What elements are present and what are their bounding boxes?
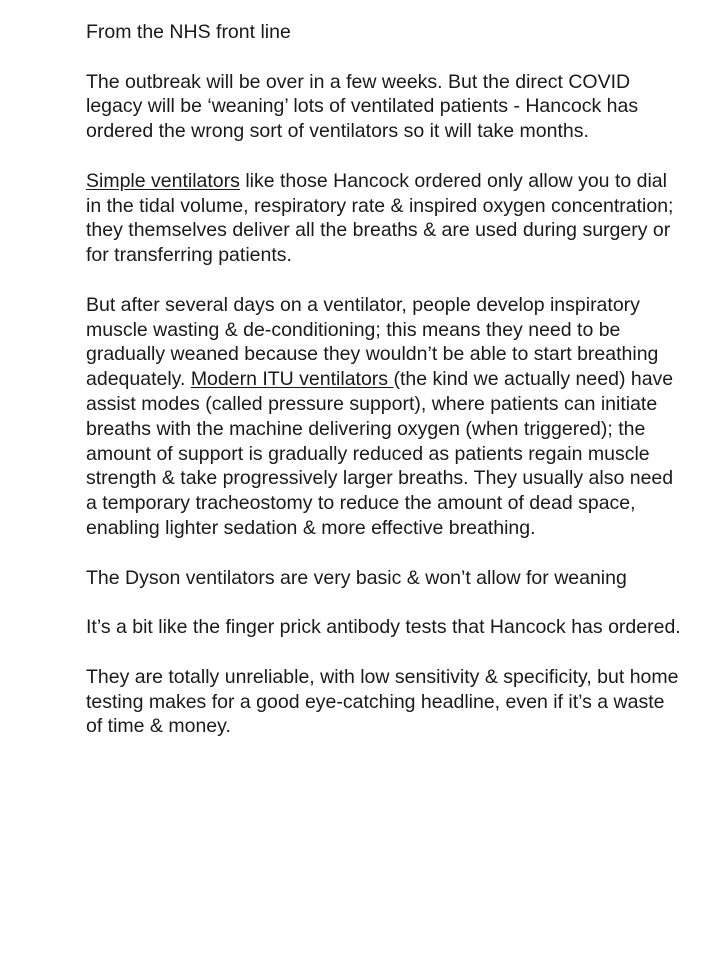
weaning-text-before: But after several days on a ventilator, people develop inspiratory muscle wasting & de-conditioning; this means they need to be gradually weaned because they wouldn’t be able to start breathing adequately. <box>86 293 659 391</box>
document-title: From the NHS front line <box>86 21 291 43</box>
simple-ventilators-text: like those Hancock ordered only allow you to dial in the tidal volume, respiratory rate & inspired oxygen concentration; they themselves deliver all the breaths & are used during surgery or for transferring patients. <box>86 169 674 267</box>
modern-itu-ventilators-link[interactable]: Modern ITU ventilators <box>190 368 394 391</box>
paragraph-dyson: The Dyson ventilators are very basic & won’t allow for weaning <box>86 566 627 589</box>
simple-ventilators-link[interactable]: Simple ventilators <box>86 169 240 192</box>
paragraph-outbreak: The outbreak will be over in a few weeks. But the direct COVID legacy will be ‘weaning’ lots of ventilated patients - Hancock has ordered the wrong sort of ventilators so it will take months. <box>86 70 639 143</box>
weaning-text-after: (the kind we actually need) have assist modes (called pressure support), where patients can initiate breaths with the machine delivering oxygen (when triggered); the amount of support is gradually reduced as patients regain muscle strength & take progressively larger breaths. They usually also need a temporary tracheostomy to reduce the amount of dead space, enabling lighter sedation & more effective breathing. <box>86 368 674 539</box>
paragraph-simple-ventilators <box>86 169 686 268</box>
paragraph-weaning <box>86 293 686 541</box>
paragraph-antibody-tests: It’s a bit like the finger prick antibody tests that Hancock has ordered. <box>86 616 681 639</box>
document-body <box>86 20 686 764</box>
paragraph-unreliable: They are totally unreliable, with low sensitivity & specificity, but home testing makes for a good eye-catching headline, even if it’s a waste of time & money. <box>86 665 679 738</box>
